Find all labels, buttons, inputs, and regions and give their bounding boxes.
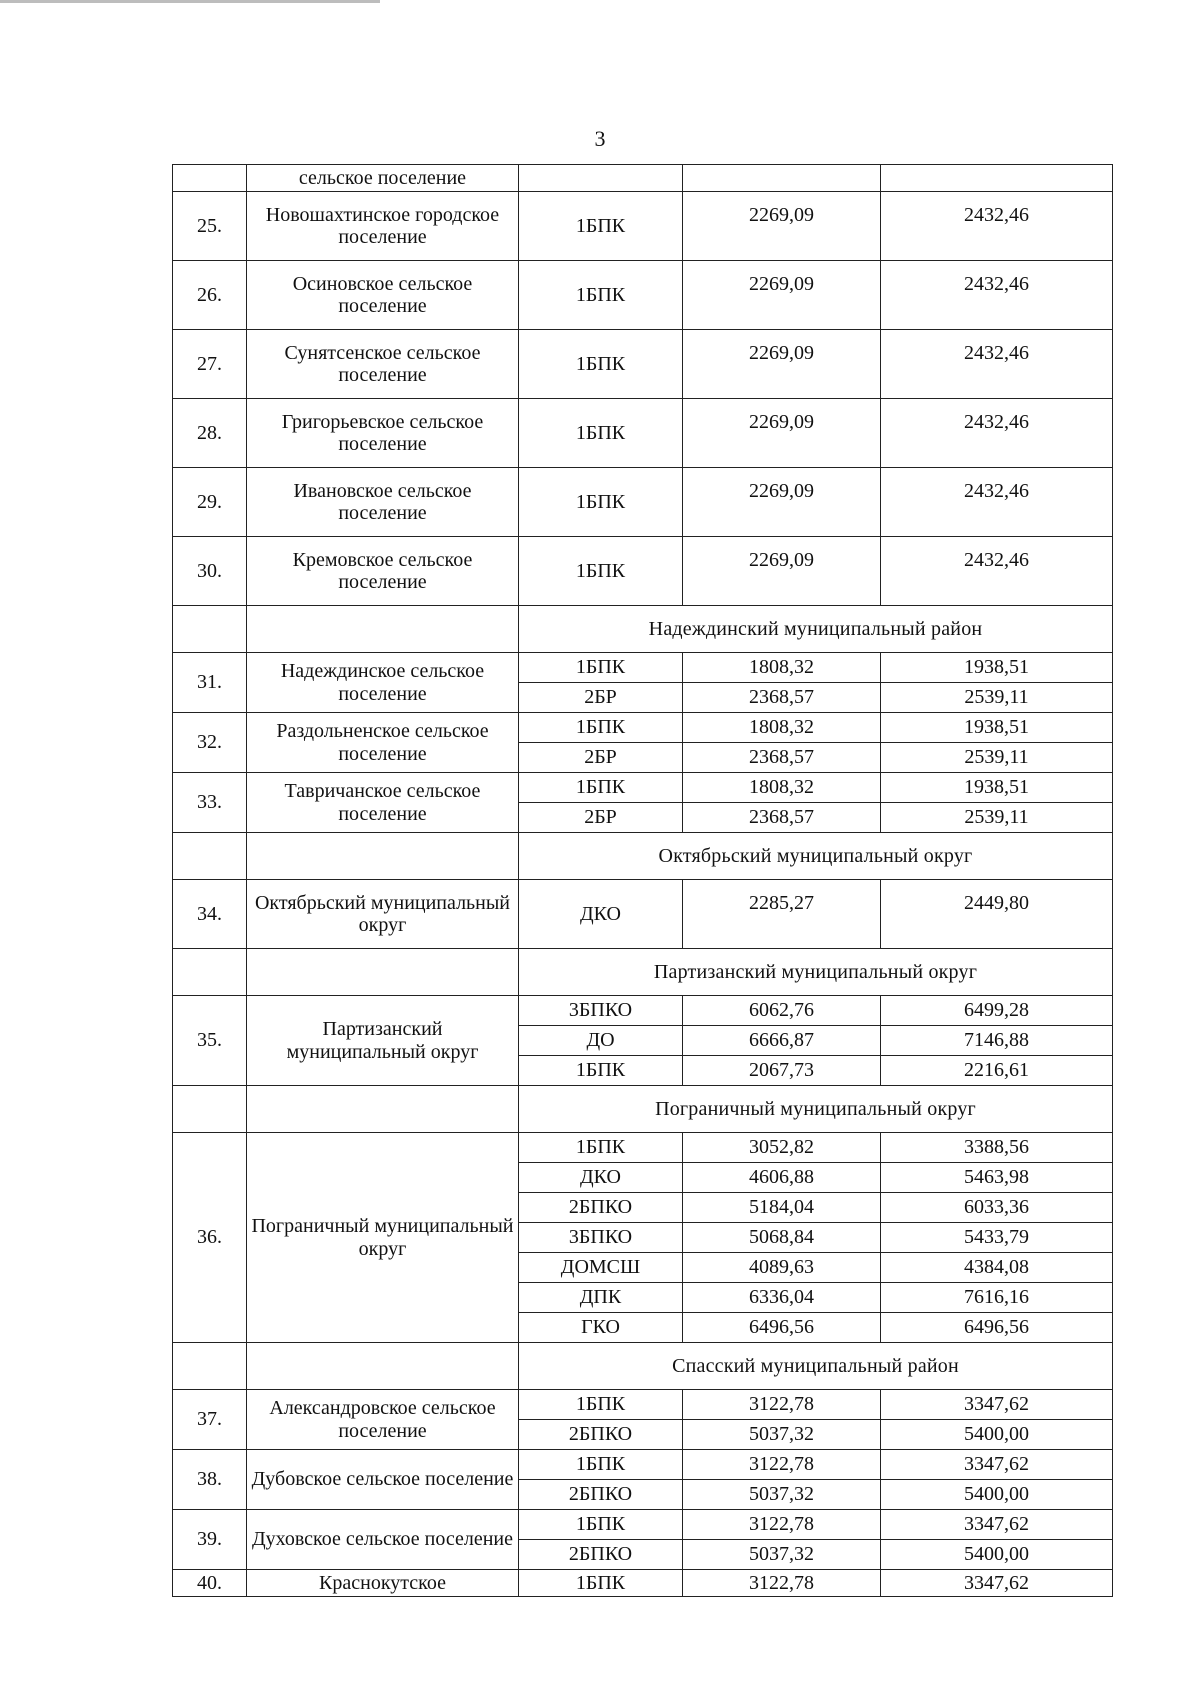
row-number: 28. [173,399,247,468]
tariff-value-2: 5400,00 [881,1480,1113,1510]
row-number: 33. [173,773,247,833]
tariff-value-2: 5463,98 [881,1163,1113,1193]
table-row [173,653,1113,683]
tariff-value-1: 2067,73 [683,1056,881,1086]
settlement-name [247,1086,519,1133]
tariff-value-1: 5184,04 [683,1193,881,1223]
row-number: 30. [173,537,247,606]
settlement-name: Раздольненское сельское поселение [247,713,519,773]
tariff-code: 1БПК [519,192,683,261]
row-number [173,1086,247,1133]
settlement-name: Надеждинское сельское поселение [247,653,519,713]
row-number: 29. [173,468,247,537]
tariff-value-1: 6496,56 [683,1313,881,1343]
tariff-code: 1БПК [519,399,683,468]
section-title: Пограничный муниципальный округ [519,1086,1113,1133]
row-number: 34. [173,880,247,949]
section-title: Партизанский муниципальный округ [519,949,1113,996]
section-row [173,606,1113,653]
row-number: 40. [173,1570,247,1597]
settlement-name [247,606,519,653]
tariff-value-2: 5400,00 [881,1540,1113,1570]
tariff-value-2: 2432,46 [881,192,1113,261]
tariff-value-2: 1938,51 [881,773,1113,803]
tariff-code: 1БПК [519,1450,683,1480]
table-row-continued [173,165,1113,192]
tariff-value-1: 2368,57 [683,683,881,713]
tariff-code: 1БПК [519,1390,683,1420]
table-row [173,996,1113,1026]
tariff-value-1: 6666,87 [683,1026,881,1056]
tariff-code: ГКО [519,1313,683,1343]
tariff-value-2: 3347,62 [881,1390,1113,1420]
tariff-code: 1БПК [519,261,683,330]
tariff-value-1: 2368,57 [683,803,881,833]
tariff-value-1: 6336,04 [683,1283,881,1313]
tariff-table-body [173,165,1113,1597]
page-number: 3 [594,126,606,151]
tariff-value-1: 2269,09 [683,330,881,399]
settlement-name: Новошахтинское городское поселение [247,192,519,261]
tariff-value-1: 3122,78 [683,1450,881,1480]
settlement-name: Краснокутское [247,1570,519,1597]
tariff-code: 2БПКО [519,1193,683,1223]
tariff-value-1: 2368,57 [683,743,881,773]
tariff-code: 2БР [519,803,683,833]
tariff-value-1: 1808,32 [683,773,881,803]
table-row [173,773,1113,803]
scan-edge [0,0,380,3]
table-row [173,1390,1113,1420]
table-row [173,192,1113,261]
tariff-value-2: 2539,11 [881,683,1113,713]
tariff-value-2: 3347,62 [881,1510,1113,1540]
settlement-name: Пограничный муниципальный округ [247,1133,519,1343]
tariff-value-2: 2432,46 [881,399,1113,468]
row-number: 36. [173,1133,247,1343]
section-row [173,1086,1113,1133]
tariff-value-2: 6033,36 [881,1193,1113,1223]
tariff-value-1: 5068,84 [683,1223,881,1253]
tariff-value-1: 2285,27 [683,880,881,949]
table-row [173,1133,1113,1163]
settlement-name [247,949,519,996]
row-number [173,1343,247,1390]
settlement-name [247,833,519,880]
tariff-code: 3БПКО [519,996,683,1026]
tariff-value-2: 2539,11 [881,743,1113,773]
tariff-value-2: 1938,51 [881,713,1113,743]
table-row [173,1450,1113,1480]
tariff-value-2: 7616,16 [881,1283,1113,1313]
tariff-code: ДОМСШ [519,1253,683,1283]
table-row [173,537,1113,606]
settlement-name: Александровское сельское поселение [247,1390,519,1450]
section-row [173,833,1113,880]
tariff-code: 1БПК [519,1570,683,1597]
row-number: 35. [173,996,247,1086]
tariff-value-1: 5037,32 [683,1480,881,1510]
settlement-name: Григорьевское сельское поселение [247,399,519,468]
tariff-value-1: 1808,32 [683,653,881,683]
tariff-code: 1БПК [519,330,683,399]
tariff-value-1: 2269,09 [683,468,881,537]
tariff-code: ДКО [519,880,683,949]
tariff-value-2: 2432,46 [881,330,1113,399]
tariff-code: 1БПК [519,1056,683,1086]
section-title: Надеждинский муниципальный район [519,606,1113,653]
tariff-code: ДПК [519,1283,683,1313]
tariff-code: 1БПК [519,1510,683,1540]
tariff-value-2: 6496,56 [881,1313,1113,1343]
tariff-code: 1БПК [519,653,683,683]
tariff-value-1: 3052,82 [683,1133,881,1163]
tariff-value-1: 2269,09 [683,261,881,330]
row-number [173,165,247,192]
tariff-value-1: 3122,78 [683,1510,881,1540]
tariff-value-1: 5037,32 [683,1420,881,1450]
tariff-value-2: 3347,62 [881,1450,1113,1480]
tariff-code: 1БПК [519,773,683,803]
tariff-value-2: 2432,46 [881,468,1113,537]
table-row [173,261,1113,330]
row-number [173,949,247,996]
row-number: 25. [173,192,247,261]
tariff-value-2: 3388,56 [881,1133,1113,1163]
tariff-value-1: 2269,09 [683,537,881,606]
tariff-value-2: 5400,00 [881,1420,1113,1450]
section-row [173,1343,1113,1390]
settlement-name: Партизанский муниципальный округ [247,996,519,1086]
tariff-value-1: 6062,76 [683,996,881,1026]
section-title: Октябрьский муниципальный округ [519,833,1113,880]
row-number: 26. [173,261,247,330]
row-number: 27. [173,330,247,399]
table-row [173,713,1113,743]
tariff-code: 2БР [519,683,683,713]
tariff-value-1: 2269,09 [683,399,881,468]
tariff-value-2: 2432,46 [881,537,1113,606]
tariff-code: ДКО [519,1163,683,1193]
tariff-code: 1БПК [519,713,683,743]
tariff-value-2: 5433,79 [881,1223,1113,1253]
table-row [173,399,1113,468]
tariff-code: ДО [519,1026,683,1056]
tariff-code: 2БПКО [519,1480,683,1510]
tariff-code: 3БПКО [519,1223,683,1253]
row-number: 32. [173,713,247,773]
tariff-value-1: 4089,63 [683,1253,881,1283]
tariff-value-2: 1938,51 [881,653,1113,683]
tariff-value-1 [683,165,881,192]
settlement-name: Духовское сельское поселение [247,1510,519,1570]
table-row [173,1510,1113,1540]
row-number [173,606,247,653]
tariff-value-1: 3122,78 [683,1570,881,1597]
tariff-code: 2БПКО [519,1540,683,1570]
table-row [173,880,1113,949]
tariff-value-2: 7146,88 [881,1026,1113,1056]
settlement-name: Дубовское сельское поселение [247,1450,519,1510]
tariff-code [519,165,683,192]
tariff-code: 1БПК [519,1133,683,1163]
tariff-value-1: 2269,09 [683,192,881,261]
tariff-value-2: 2216,61 [881,1056,1113,1086]
row-number: 31. [173,653,247,713]
settlement-name: Октябрьский муниципальный округ [247,880,519,949]
table-row [173,1570,1113,1597]
tariff-code: 2БР [519,743,683,773]
tariff-value-1: 3122,78 [683,1390,881,1420]
row-number: 37. [173,1390,247,1450]
settlement-name: Сунятсенское сельское поселение [247,330,519,399]
settlement-name: Осиновское сельское поселение [247,261,519,330]
table-row [173,468,1113,537]
tariff-value-2: 2449,80 [881,880,1113,949]
tariff-value-1: 1808,32 [683,713,881,743]
section-row [173,949,1113,996]
tariff-value-2: 4384,08 [881,1253,1113,1283]
tariff-value-2 [881,165,1113,192]
settlement-name: Ивановское сельское поселение [247,468,519,537]
section-title: Спасский муниципальный район [519,1343,1113,1390]
row-number: 39. [173,1510,247,1570]
settlement-name [247,1343,519,1390]
tariff-value-2: 6499,28 [881,996,1113,1026]
settlement-name: сельское поселение [247,165,519,192]
tariff-code: 2БПКО [519,1420,683,1450]
settlement-name: Тавричанское сельское поселение [247,773,519,833]
tariff-code: 1БПК [519,468,683,537]
tariff-value-1: 5037,32 [683,1540,881,1570]
tariff-value-2: 3347,62 [881,1570,1113,1597]
row-number: 38. [173,1450,247,1510]
tariff-value-2: 2539,11 [881,803,1113,833]
tariff-value-2: 2432,46 [881,261,1113,330]
table-row [173,330,1113,399]
row-number [173,833,247,880]
tariff-value-1: 4606,88 [683,1163,881,1193]
tariff-code: 1БПК [519,537,683,606]
tariff-table [172,164,1113,1597]
settlement-name: Кремовское сельское поселение [247,537,519,606]
